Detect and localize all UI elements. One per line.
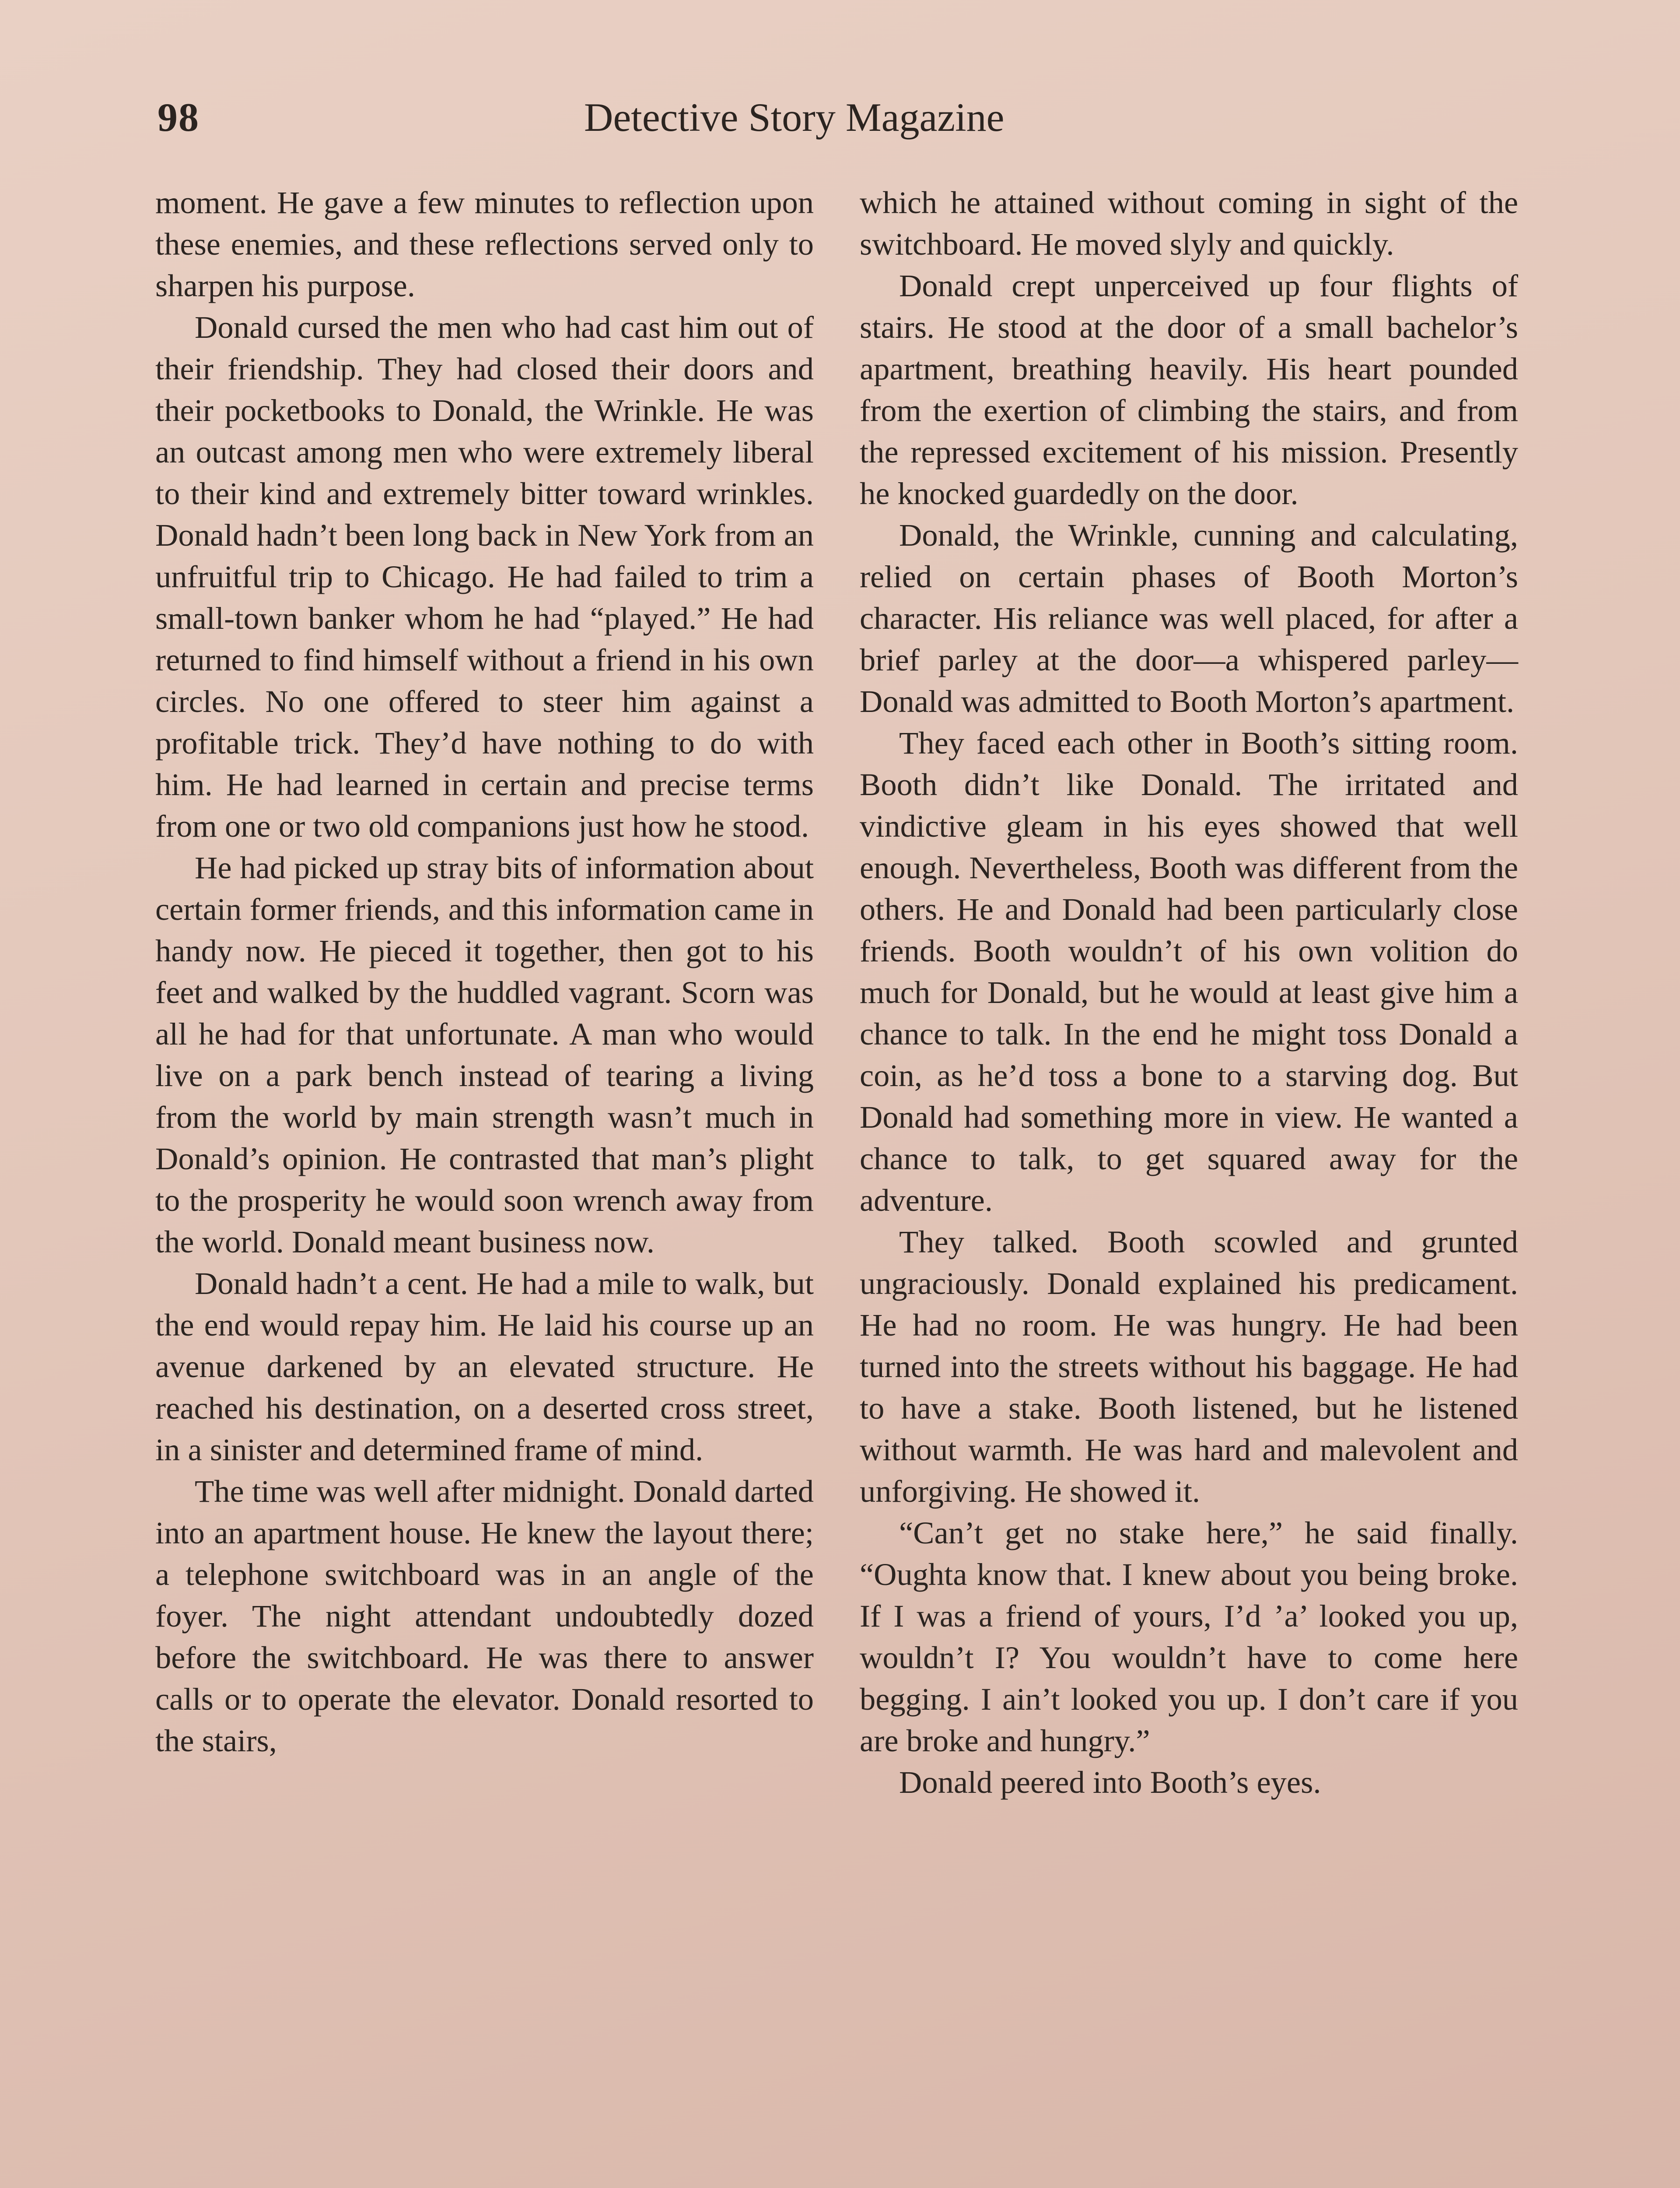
paragraph: They faced each other in Booth’s sitting room. Booth didn’t like Donald. The irritated and vindictive gleam in his eyes showed that well enough. Nevertheless, Booth was different from the others. He and Donald had been particularly close friends. Booth wouldn’t of his own volition do much for Donald, but he would at least give him a chance to talk. In the end he might toss Donald a coin, as he’d toss a bone to a starving dog. But Donald had something more in view. He wanted a chance to talk, to get squared away for the adventure. [860, 725, 1518, 1218]
paragraph: They talked. Booth scowled and grunted ungraciously. Donald explained his predicament. He had no room. He was hungry. He had been turned into the streets without his baggage. He had to have a stake. Booth listened, but he listened without warmth. He was hard and malevolent and unforgiving. He showed it. [860, 1224, 1518, 1509]
running-title: Detective Story Magazine [584, 95, 1004, 140]
paragraph: Donald peered into Booth’s eyes. [899, 1764, 1321, 1800]
page-header [158, 94, 1107, 155]
paragraph: He had picked up stray bits of information about certain former friends, and this information came in handy now. He pieced it together, then got to his feet and walked by the huddled vagrant. Scorn was all he had for that unfortunate. A man who would live on a park bench instead of tearing a living from the world by main strength wasn’t much in Donald’s opinion. He contrasted that man’s plight to the prosperity he would soon wrench away from the world. Donald meant business now. [155, 850, 814, 1259]
paragraph: “Can’t get no stake here,” he said finally. “Oughta know that. I knew about you being broke. If I was a friend of yours, I’d ’a’ looked you up, wouldn’t I? You wouldn’t have to come here begging. I ain’t looked you up. I don’t care if you are broke and hungry.” [860, 1515, 1518, 1758]
paragraph: Donald, the Wrinkle, cunning and calculating, relied on certain phases of Booth Morton’s character. His reliance was well placed, for after a brief parley at the door—a whispered parley—Donald was admitted to Booth Morton’s apartment. [860, 517, 1518, 719]
page-number: 98 [158, 95, 200, 140]
right-column [860, 182, 1518, 1803]
paragraph: Donald crept unperceived up four flights of stairs. He stood at the door of a small bachelor’s apartment, breathing heavily. His heart pounded from the exertion of climbing the stairs, and from the repressed excitement of his mission. Presently he knocked guardedly on the door. [860, 268, 1518, 511]
paragraph: which he attained without coming in sight of the switchboard. He moved slyly and quickly. [860, 185, 1518, 262]
paragraph: Donald hadn’t a cent. He had a mile to walk, but the end would repay him. He laid his course up an avenue darkened by an elevated structure. He reached his destination, on a deserted cross street, in a sinister and determined frame of mind. [155, 1266, 814, 1467]
paragraph: The time was well after midnight. Donald darted into an apartment house. He knew the layout there; a telephone switchboard was in an angle of the foyer. The night attendant undoubtedly dozed before the switchboard. He was there to answer calls or to operate the elevator. Donald resorted to the stairs, [155, 1473, 814, 1758]
paragraph: Donald cursed the men who had cast him out of their friendship. They had closed their doors and their pocketbooks to Donald, the Wrinkle. He was an outcast among men who were extremely liberal to their kind and extremely bitter toward wrinkles. Donald hadn’t been long back in New York from an unfruitful trip to Chicago. He had failed to trim a small-town banker whom he had “played.” He had returned to find himself without a friend in his own circles. No one offered to steer him against a profitable trick. They’d have nothing to do with him. He had learned in certain and precise terms from one or two old companions just how he stood. [155, 309, 814, 844]
left-column [155, 182, 814, 1761]
paragraph: moment. He gave a few minutes to reflection upon these enemies, and these reflections served only to sharpen his purpose. [155, 185, 814, 303]
